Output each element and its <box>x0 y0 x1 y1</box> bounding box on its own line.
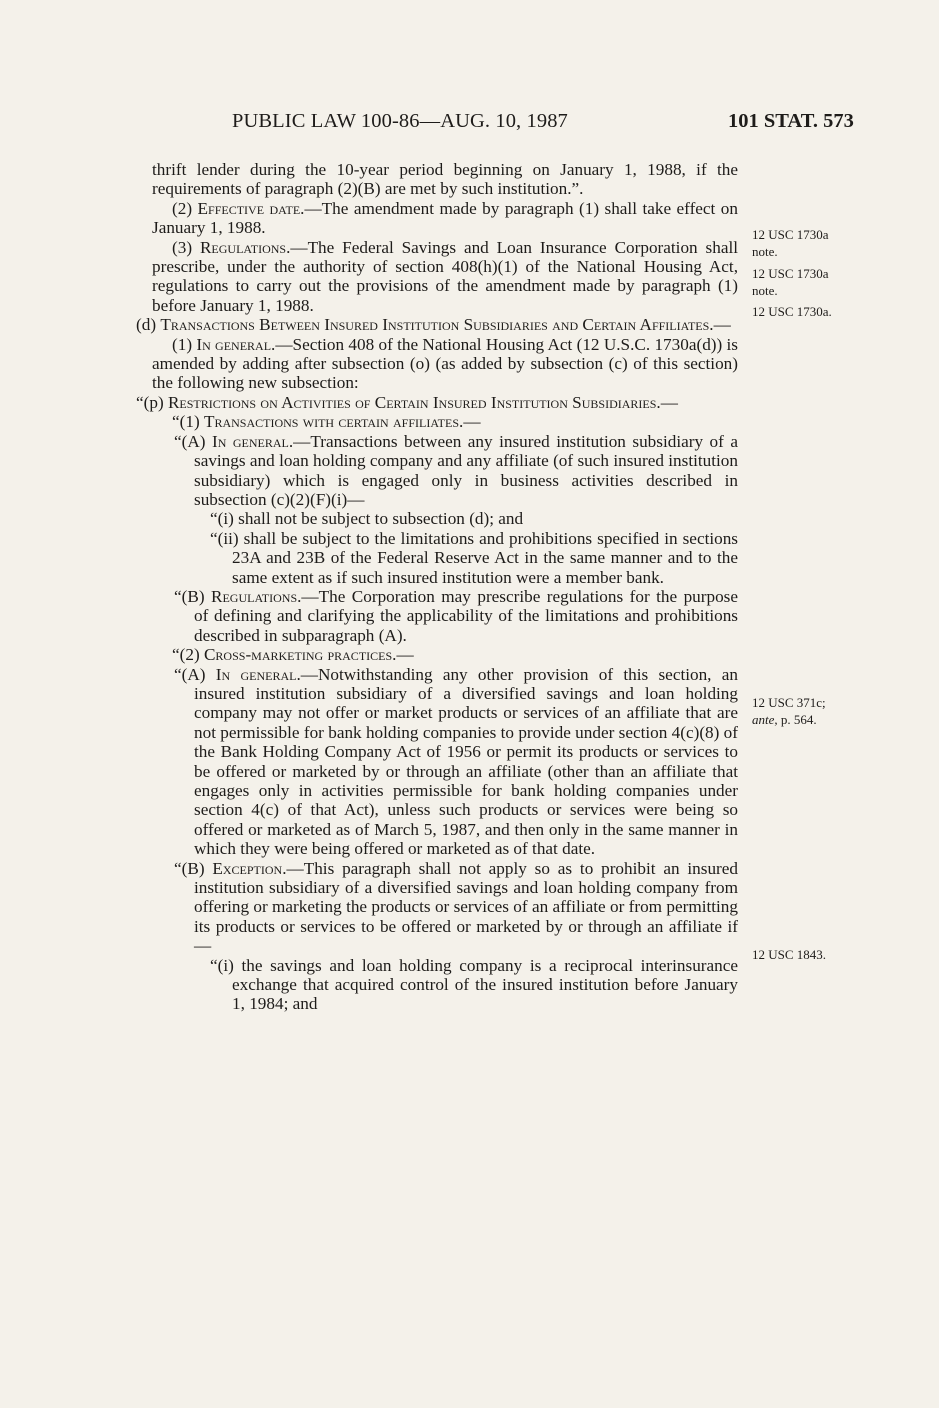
statute-citation: 101 STAT. 573 <box>728 110 854 132</box>
margin-note: 12 USC 1730a note. <box>752 227 829 259</box>
margin-note: 12 USC 1730a. <box>752 304 832 319</box>
paragraph-heading: “(2) Cross-marketing practices.— <box>172 645 414 665</box>
subsection-heading: “(p) Restrictions on Activities of Certain Insured Institution Subsidiaries.— <box>136 392 678 412</box>
subparagraph: “(B) Regulations.—The Corporation may prescribe regulations for the purpose of defining and clarifying the applicability of the limitations and prohibitions described in subparagraph (A). <box>174 586 738 645</box>
margin-note: 12 USC 371c; ante, p. 564. <box>752 695 826 727</box>
clause: “(ii) shall be subject to the limitations and prohibitions specified in sections 23A and 23B of the Federal Reserve Act in the same manner and to the same extent as if such insured institution were a member bank. <box>210 528 738 587</box>
subparagraph: “(A) In general.—Notwithstanding any other provision of this section, an insured institution subsidiary of a diversified savings and loan holding company may not offer or market products or services of an affiliate that are not permissible for bank holding companies to provide under section 4(c)(8) of the Bank Holding Company Act of 1956 or permit its products or services to be offered or marketed by or through an affiliate (other than an affiliate that engages only in activities permissible for bank holding companies under section 4(c) of that Act), unless such products or services were being so offered or marketed as of March 5, 1987, and then only in the same manner in which they were being offered or marketed as of that date. <box>174 664 738 859</box>
paragraph-heading: “(1) Transactions with certain affiliates.— <box>172 412 481 432</box>
statute-body <box>116 160 738 1014</box>
margin-note: 12 USC 1730a note. <box>752 266 829 298</box>
subparagraph: “(B) Exception.—This paragraph shall not apply so as to prohibit an insured institution subsidiary of a diversified savings and loan holding company from offering or marketing the products or services of an affiliate or from permitting its products or services to be offered or marketed by or through an affiliate if— <box>174 858 739 956</box>
subparagraph: “(A) In general.—Transactions between any insured institution subsidiary of a savings and loan holding company and any affiliate (of such insured institution subsidiary) which is engaged only in business activities described in subsection (c)(2)(F)(i)— <box>174 431 738 509</box>
section-heading: (d) Transactions Between Insured Institution Subsidiaries and Certain Affiliates.— <box>136 315 731 335</box>
clause: “(i) the savings and loan holding company is a reciprocal interinsurance exchange that acquired control of the insured institution before January 1, 1984; and <box>210 955 738 1014</box>
clause: “(i) shall not be subject to subsection (d); and <box>210 509 524 529</box>
page-header <box>0 110 939 142</box>
paragraph: thrift lender during the 10-year period beginning on January 1, 1988, if the requirements of paragraph (2)(B) are met by such institution.”. <box>152 160 738 199</box>
margin-note: 12 USC 1843. <box>752 947 827 962</box>
paragraph: (2) Effective date.—The amendment made by paragraph (1) shall take effect on January 1, 1988. <box>152 198 738 238</box>
paragraph: (3) Regulations.—The Federal Savings and Loan Insurance Corporation shall prescribe, under the authority of section 408(h)(1) of the National Housing Act, regulations to carry out the provisions of the amendment made by paragraph (1) before January 1, 1988. <box>152 237 738 315</box>
paragraph: (1) In general.—Section 408 of the National Housing Act (12 U.S.C. 1730a(d)) is amended by adding after subsection (o) (as added by subsection (c) of this section) the following new subsection: <box>152 334 738 393</box>
running-head: PUBLIC LAW 100-86—AUG. 10, 1987 <box>232 110 568 132</box>
